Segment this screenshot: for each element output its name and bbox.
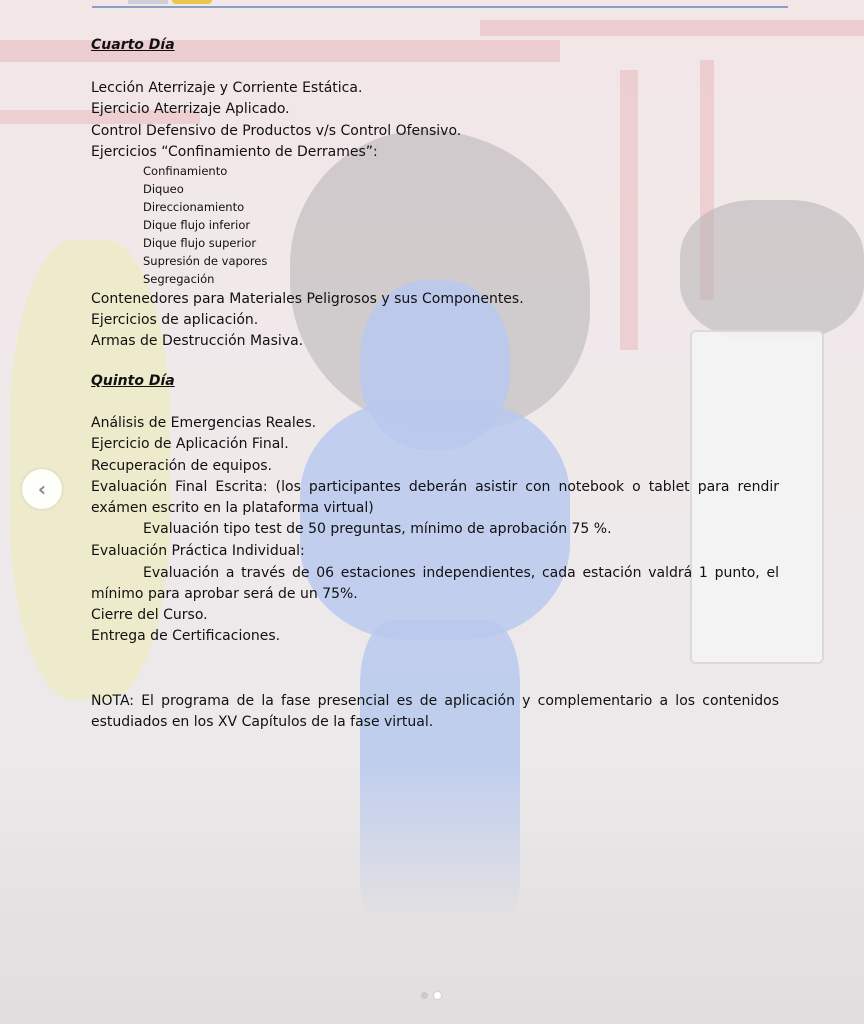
list-item: Entrega de Certificaciones. xyxy=(91,628,281,644)
sub-list-item: Diqueo xyxy=(143,182,184,196)
list-item: Cierre del Curso. xyxy=(91,607,208,623)
list-item: Ejercicios de aplicación. xyxy=(91,312,259,328)
sub-list-item: Segregación xyxy=(143,272,215,286)
written-evaluation: Evaluación Final Escrita: (los participantes deberán asistir con notebook o tablet para rendir xyxy=(91,479,779,495)
day-five-heading: Quinto Día xyxy=(91,373,175,389)
sub-list-item: Direccionamiento xyxy=(143,200,245,214)
sub-list-item: Supresión de vapores xyxy=(143,254,268,268)
list-item: Ejercicios “Confinamiento de Derrames”: xyxy=(91,144,378,160)
sub-list-item: Confinamiento xyxy=(143,164,228,178)
carousel-dot-active[interactable] xyxy=(434,992,441,999)
practical-evaluation-detail-cont: mínimo para aprobar será de un 75%. xyxy=(91,586,358,602)
logo-fragment xyxy=(128,0,214,4)
list-item: Control Defensivo de Productos v/s Control Ofensivo. xyxy=(91,123,462,139)
written-evaluation-cont: exámen escrito en la plataforma virtual) xyxy=(91,500,374,516)
carousel-indicator xyxy=(421,992,441,999)
carousel-prev-button[interactable] xyxy=(22,469,62,509)
list-item: Recuperación de equipos. xyxy=(91,458,273,474)
written-evaluation-detail: Evaluación tipo test de 50 preguntas, mínimo de aprobación 75 %. xyxy=(143,521,612,537)
list-item: Ejercicio Aterrizaje Aplicado. xyxy=(91,101,290,117)
header-rule xyxy=(92,6,788,8)
list-item: Lección Aterrizaje y Corriente Estática. xyxy=(91,80,363,96)
list-item: Análisis de Emergencias Reales. xyxy=(91,415,317,431)
carousel-dot[interactable] xyxy=(421,992,428,999)
chevron-left-icon: ‹ xyxy=(37,477,47,501)
day-four-heading: Cuarto Día xyxy=(91,37,175,53)
list-item: Armas de Destrucción Masiva. xyxy=(91,333,304,349)
note-text-cont: estudiados en los XV Capítulos de la fase virtual. xyxy=(91,714,434,730)
list-item: Ejercicio de Aplicación Final. xyxy=(91,436,289,452)
practical-evaluation: Evaluación Práctica Individual: xyxy=(91,543,305,559)
sub-list-item: Dique flujo inferior xyxy=(143,218,251,232)
note-text: NOTA: El programa de la fase presencial es de aplicación y complementario a los contenidos xyxy=(91,693,779,709)
list-item: Contenedores para Materiales Peligrosos y sus Componentes. xyxy=(91,291,524,307)
practical-evaluation-detail: Evaluación a través de 06 estaciones independientes, cada estación valdrá 1 punto, el xyxy=(143,565,779,581)
sub-list-item: Dique flujo superior xyxy=(143,236,257,250)
